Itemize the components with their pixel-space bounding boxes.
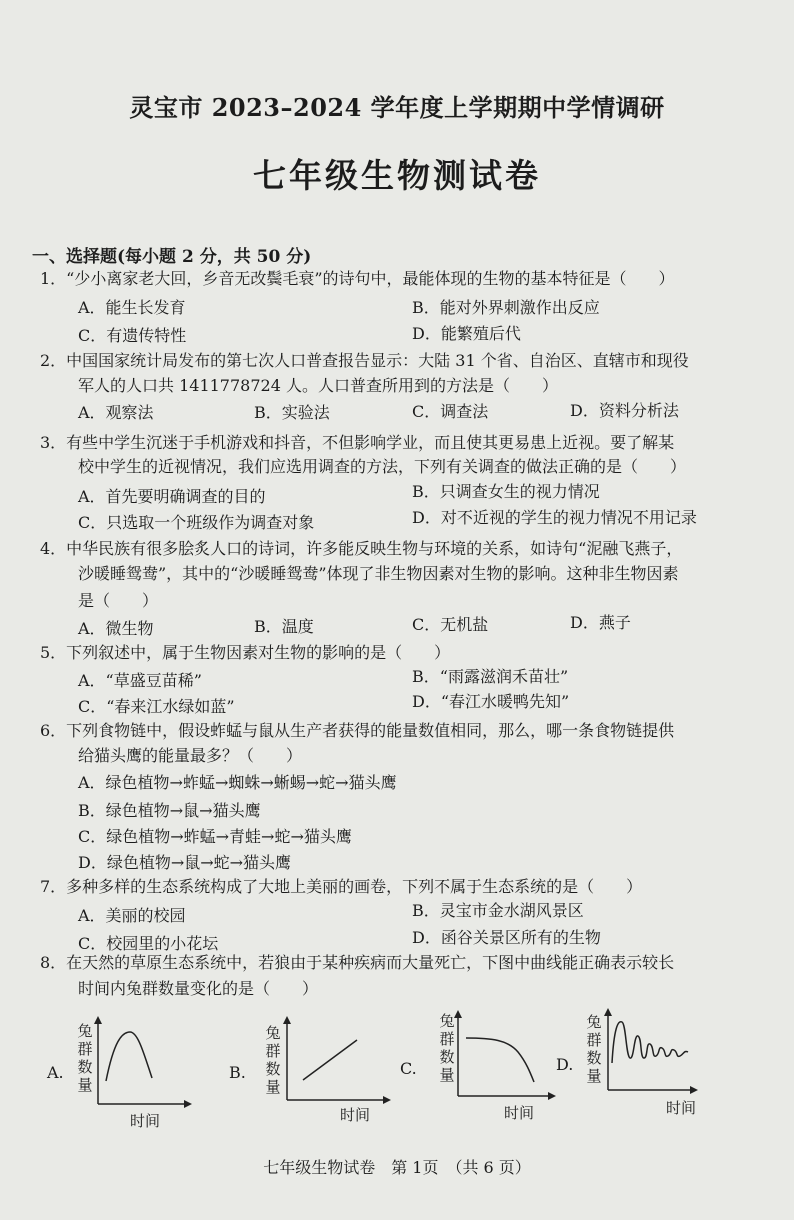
graph-d-x-arrow	[690, 1086, 698, 1094]
graph-c-label: C.	[400, 1059, 417, 1078]
graph-d-plot	[602, 1008, 698, 1096]
graph-d-y-arrow	[604, 1008, 612, 1016]
exam-title: 灵宝市 2023–2024 学年度上学期期中学情调研	[129, 93, 665, 122]
graph-b-xlabel: 时间	[340, 1106, 371, 1124]
question-3-stem-line2: 校中学生的近视情况，我们应选用调查的方法，下列有关调查的做法正确的是（ ）	[78, 457, 687, 476]
question-6-stem-line1: 6．下列食物链中，假设蚱蜢与鼠从生产者获得的能量数值相同，那么，哪一条食物链提供	[40, 721, 675, 740]
graph-d-curve	[612, 1022, 688, 1063]
graph-a-y-arrow	[94, 1016, 102, 1024]
question-7-stem: 7．多种多样的生态系统构成了大地上美丽的画卷，下列不属于生态系统的是（ ）	[40, 877, 643, 896]
graph-a-label: A.	[47, 1063, 64, 1082]
graph-c-xlabel: 时间	[504, 1104, 535, 1122]
question-8-stem-line1: 8．在天然的草原生态系统中，若狼由于某种疾病而大量死亡，下图中曲线能正确表示较长	[40, 953, 675, 972]
question-2-stem-line1: 2．中国国家统计局发布的第七次人口普查报告显示：大陆 31 个省、自治区、直辖市和现役	[40, 351, 689, 370]
graph-b-y-arrow	[283, 1016, 291, 1024]
graph-d-ylabel: 兔群数量	[586, 1013, 602, 1085]
question-8-stem-line2: 时间内兔群数量变化的是（ ）	[78, 979, 319, 998]
question-4-option-d: D．燕子	[570, 613, 631, 632]
graph-a-curve	[106, 1032, 152, 1081]
page-footer: 七年级生物试卷 第 1页 （共 6 页）	[263, 1158, 531, 1177]
question-1-stem: 1．“少小离家老大回，乡音无改鬓毛衰”的诗句中，最能体现的生物的基本特征是（ ）	[40, 269, 675, 288]
question-6-option-c: C．绿色植物→蚱蜢→青蛙→蛇→猫头鹰	[78, 827, 352, 846]
graph-d-xlabel: 时间	[666, 1099, 697, 1117]
question-5-option-c: C．“春来江水绿如蓝”	[78, 697, 235, 716]
question-3-option-d: D．对不近视的学生的视力情况不用记录	[412, 508, 697, 527]
question-3-option-b: B．只调查女生的视力情况	[412, 482, 600, 501]
question-4-option-a: A．微生物	[78, 619, 154, 638]
graph-b-x-arrow	[383, 1096, 391, 1104]
graph-b-curve	[303, 1040, 357, 1080]
question-7-option-b: B．灵宝市金水湖风景区	[412, 901, 584, 920]
graph-c-ylabel: 兔群数量	[439, 1012, 455, 1084]
graph-a-xlabel: 时间	[130, 1112, 161, 1130]
question-3-option-c: C．只选取一个班级作为调查对象	[78, 513, 315, 532]
question-4-option-c: C．无机盐	[412, 615, 489, 634]
graph-c-y-arrow	[454, 1010, 462, 1018]
question-2-option-a: A．观察法	[78, 403, 154, 422]
question-6-stem-line2: 给猫头鹰的能量最多？（ ）	[78, 746, 303, 765]
question-5-option-a: A．“草盛豆苗稀”	[78, 671, 202, 690]
question-3-stem-line1: 3．有些中学生沉迷于手机游戏和抖音，不但影响学业，而且使其更易患上近视。要了解某	[40, 433, 675, 452]
graph-d-label: D.	[556, 1055, 574, 1074]
question-7-option-d: D．函谷关景区所有的生物	[412, 928, 601, 947]
question-5-stem: 5．下列叙述中，属于生物因素对生物的影响的是（ ）	[40, 643, 451, 662]
graph-a-ylabel: 兔群数量	[77, 1022, 93, 1094]
question-6-option-d: D．绿色植物→鼠→蛇→猫头鹰	[78, 853, 292, 872]
graph-a-x-arrow	[184, 1100, 192, 1108]
question-1-option-c: C．有遗传特性	[78, 326, 187, 345]
question-2-option-b: B．实验法	[254, 403, 330, 422]
question-4-option-b: B．温度	[254, 617, 314, 636]
question-4-stem-line2: 沙暖睡鸳鸯”，其中的“沙暖睡鸳鸯”体现了非生物因素对生物的影响。这种非生物因素	[78, 564, 679, 583]
question-5-option-d: D．“春江水暖鸭先知”	[412, 692, 570, 711]
section-heading: 一、选择题(每小题 2 分，共 50 分)	[32, 247, 312, 267]
question-5-option-b: B．“雨露滋润禾苗壮”	[412, 667, 569, 686]
graph-c-x-arrow	[548, 1092, 556, 1100]
question-7-option-c: C．校园里的小花坛	[78, 934, 219, 953]
graph-c-plot	[452, 1010, 556, 1102]
question-6-option-b: B．绿色植物→鼠→猫头鹰	[78, 801, 261, 820]
graph-b-ylabel: 兔群数量	[265, 1024, 281, 1096]
graph-a-plot	[92, 1016, 192, 1108]
graph-c-curve	[466, 1038, 534, 1082]
question-2-stem-line2: 军人的人口共 1411778724 人。人口普查所用到的方法是（ ）	[78, 376, 558, 395]
question-4-stem-line1: 4．中华民族有很多脍炙人口的诗词，许多能反映生物与环境的关系，如诗句“泥融飞燕子，	[40, 539, 683, 558]
graph-b-plot	[281, 1016, 391, 1104]
question-7-option-a: A．美丽的校园	[78, 906, 186, 925]
graph-b-label: B.	[229, 1063, 246, 1082]
question-2-option-d: D．资料分析法	[570, 401, 679, 420]
question-2-option-c: C．调查法	[412, 402, 489, 421]
question-1-option-b: B．能对外界刺激作出反应	[412, 298, 600, 317]
question-4-stem-line3: 是（ ）	[78, 591, 159, 610]
question-1-option-a: A．能生长发育	[78, 298, 186, 317]
question-6-option-a: A．绿色植物→蚱蜢→蜘蛛→蜥蜴→蛇→猫头鹰	[78, 773, 397, 792]
question-1-option-d: D．能繁殖后代	[412, 324, 521, 343]
exam-subtitle: 七年级生物测试卷	[253, 156, 541, 195]
question-3-option-a: A．首先要明确调查的目的	[78, 487, 266, 506]
